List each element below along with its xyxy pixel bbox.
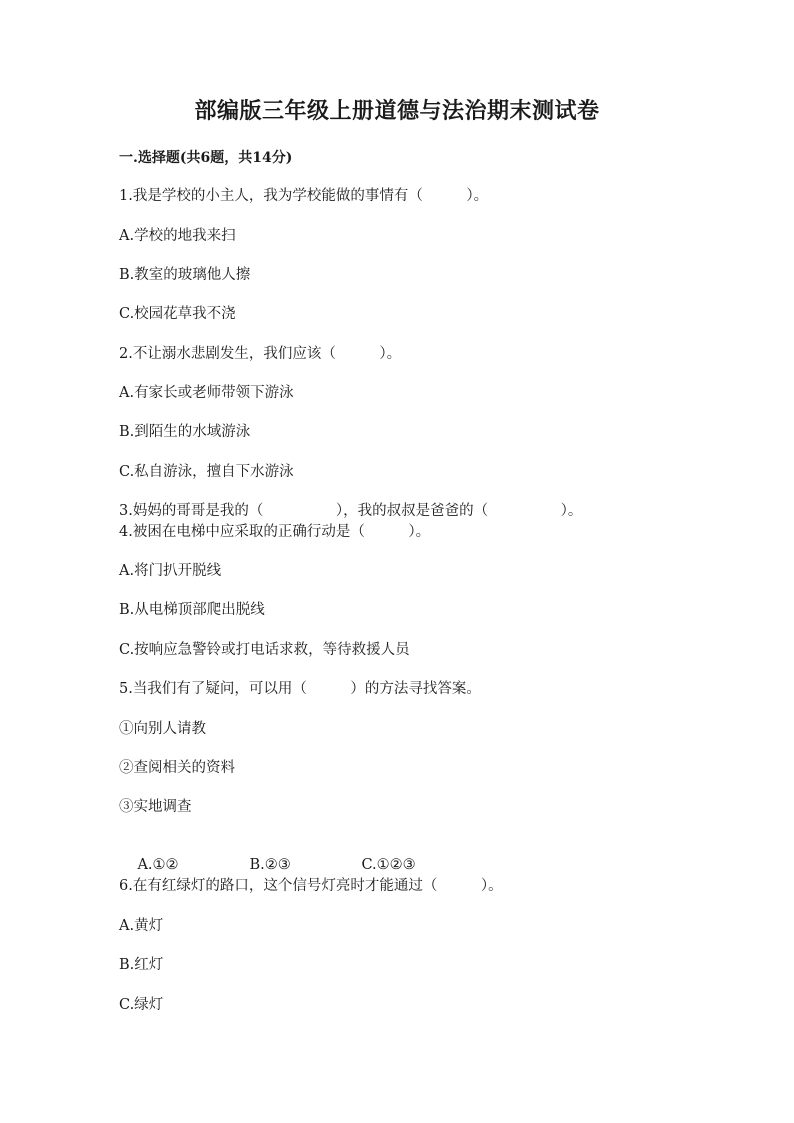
question-5-item-1: ①向别人请教 bbox=[119, 721, 206, 737]
question-4-option-b: B.从电梯顶部爬出脱线 bbox=[119, 602, 265, 618]
section-heading: 一.选择题(共6题，共14分) bbox=[119, 150, 293, 166]
question-5-item-3: ③实地调查 bbox=[119, 799, 192, 815]
question-2-option-a: A.有家长或老师带领下游泳 bbox=[119, 385, 294, 401]
question-2-option-c: C.私自游泳，擅自下水游泳 bbox=[119, 464, 294, 480]
question-1-option-c: C.校园花草我不浇 bbox=[119, 306, 236, 322]
question-5-option-b: B.②③ bbox=[249, 857, 291, 873]
question-3-stem: 3.妈妈的哥哥是我的（ ），我的叔叔是爸爸的（ ）。 bbox=[119, 503, 583, 519]
question-6-stem: 6.在有红绿灯的路口，这个信号灯亮时才能通过（ ）。 bbox=[119, 878, 503, 894]
question-6-option-b: B.红灯 bbox=[119, 957, 164, 973]
question-5-option-c: C.①②③ bbox=[361, 857, 416, 873]
question-4-option-c: C.按响应急警铃或打电话求救，等待救援人员 bbox=[119, 642, 410, 658]
question-2-option-b: B.到陌生的水域游泳 bbox=[119, 424, 251, 440]
question-1-option-a: A.学校的地我来扫 bbox=[119, 228, 236, 244]
page-title: 部编版三年级上册道德与法治期末测试卷 bbox=[194, 98, 600, 124]
question-6-option-a: A.黄灯 bbox=[119, 918, 164, 934]
question-5-option-a: A.①② bbox=[137, 857, 179, 873]
question-2-stem: 2.不让溺水悲剧发生，我们应该（ ）。 bbox=[119, 346, 402, 362]
question-1-option-b: B.教室的玻璃他人擦 bbox=[119, 267, 251, 283]
question-1-stem: 1.我是学校的小主人，我为学校能做的事情有（ ）。 bbox=[119, 188, 489, 204]
question-5-stem: 5.当我们有了疑问，可以用（ ）的方法寻找答案。 bbox=[119, 681, 481, 697]
question-5-item-2: ②查阅相关的资料 bbox=[119, 760, 235, 776]
question-4-stem: 4.被困在电梯中应采取的正确行动是（ ）。 bbox=[119, 524, 431, 540]
question-6-option-c: C.绿灯 bbox=[119, 997, 164, 1013]
question-4-option-a: A.将门扒开脱线 bbox=[119, 563, 222, 579]
